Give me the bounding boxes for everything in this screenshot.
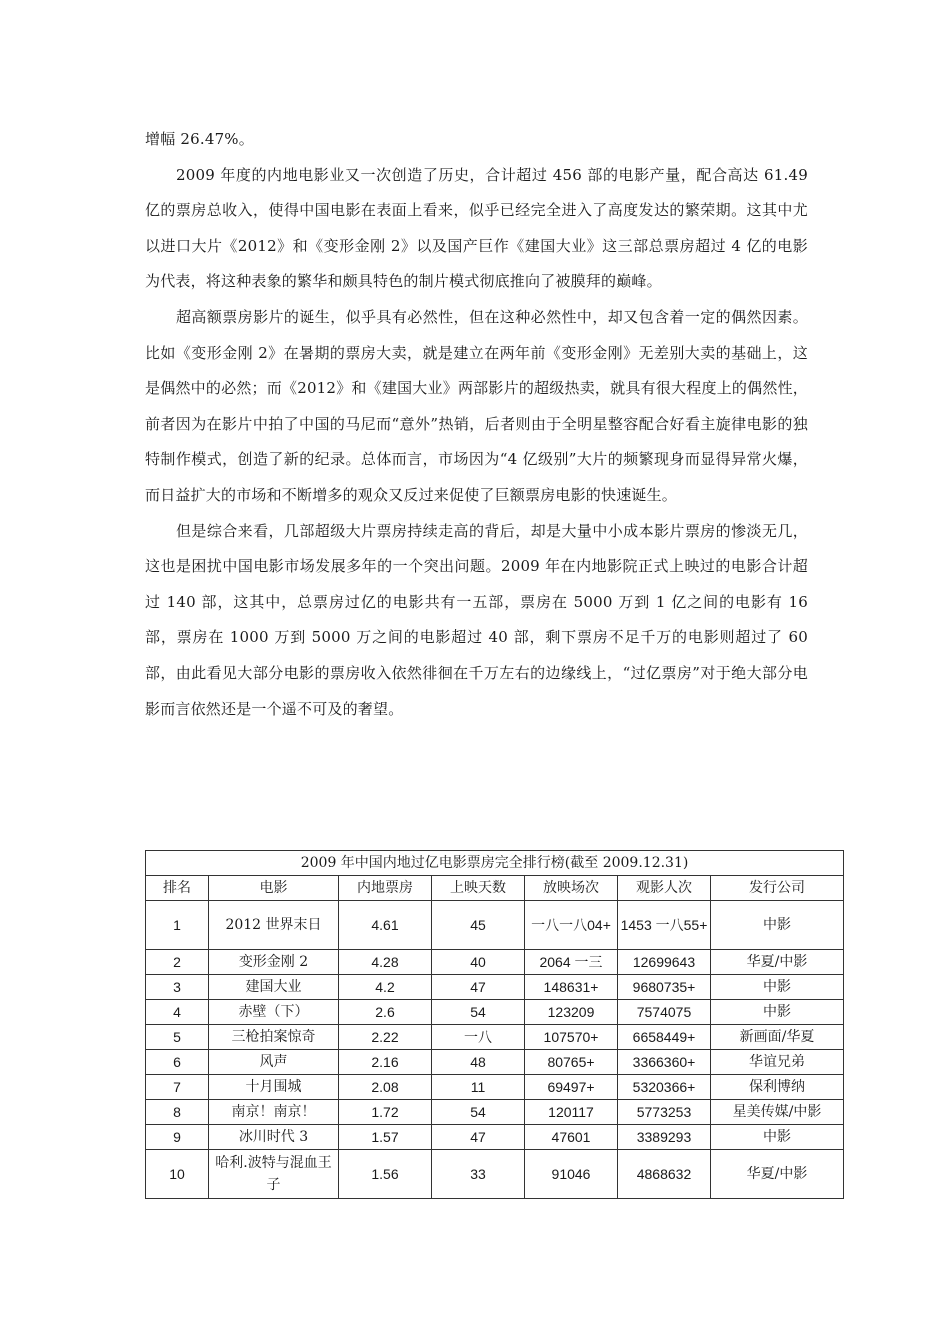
cell-rank: 10 [146, 1150, 209, 1199]
cell-box-office: 2.16 [339, 1050, 432, 1075]
cell-movie: 南京！南京！ [209, 1100, 339, 1125]
table-row [146, 1125, 844, 1150]
cell-movie: 风声 [209, 1050, 339, 1075]
cell-admissions: 1453 一八55+ [618, 901, 711, 950]
cell-admissions: 4868632 [618, 1150, 711, 1199]
table-row [146, 1075, 844, 1100]
cell-movie: 2012 世界末日 [209, 901, 339, 950]
cell-screenings: 107570+ [525, 1025, 618, 1050]
cell-admissions: 9680735+ [618, 975, 711, 1000]
cell-movie: 建国大业 [209, 975, 339, 1000]
cell-distributor: 中影 [711, 901, 844, 950]
cell-rank: 5 [146, 1025, 209, 1050]
table-row [146, 1025, 844, 1050]
cell-rank: 1 [146, 901, 209, 950]
table-row [146, 950, 844, 975]
table-row [146, 1000, 844, 1025]
cell-admissions: 12699643 [618, 950, 711, 975]
box-office-table-container [145, 850, 843, 1199]
cell-rank: 6 [146, 1050, 209, 1075]
cell-days: 11 [432, 1075, 525, 1100]
cell-admissions: 7574075 [618, 1000, 711, 1025]
paragraph-1: 增幅 26.47%。 [145, 130, 254, 148]
cell-box-office: 2.22 [339, 1025, 432, 1050]
cell-admissions: 3366360+ [618, 1050, 711, 1075]
cell-screenings: 69497+ [525, 1075, 618, 1100]
cell-movie: 哈利.波特与混血王子 [209, 1150, 339, 1199]
cell-screenings: 148631+ [525, 975, 618, 1000]
cell-distributor: 星美传媒/中影 [711, 1100, 844, 1125]
cell-distributor: 中影 [711, 975, 844, 1000]
table-row [146, 901, 844, 950]
cell-screenings: 91046 [525, 1150, 618, 1199]
cell-movie: 变形金刚 2 [209, 950, 339, 975]
cell-days: 45 [432, 901, 525, 950]
cell-distributor: 华夏/中影 [711, 950, 844, 975]
table-row [146, 975, 844, 1000]
cell-movie: 赤壁（下） [209, 1000, 339, 1025]
cell-distributor: 保利博纳 [711, 1075, 844, 1100]
cell-distributor: 中影 [711, 1125, 844, 1150]
header-admissions: 观影人次 [618, 876, 711, 901]
cell-screenings: 一八一八04+ [525, 901, 618, 950]
table-row [146, 1100, 844, 1125]
cell-box-office: 2.08 [339, 1075, 432, 1100]
header-distributor: 发行公司 [711, 876, 844, 901]
table-caption: 2009 年中国内地过亿电影票房完全排行榜(截至 2009.12.31) [146, 851, 844, 876]
header-box-office: 内地票房 [339, 876, 432, 901]
cell-box-office: 1.57 [339, 1125, 432, 1150]
cell-rank: 8 [146, 1100, 209, 1125]
cell-admissions: 3389293 [618, 1125, 711, 1150]
cell-distributor: 中影 [711, 1000, 844, 1025]
cell-rank: 7 [146, 1075, 209, 1100]
header-days: 上映天数 [432, 876, 525, 901]
table-row [146, 1050, 844, 1075]
cell-days: 47 [432, 975, 525, 1000]
cell-admissions: 5773253 [618, 1100, 711, 1125]
cell-days: 54 [432, 1100, 525, 1125]
cell-box-office: 4.28 [339, 950, 432, 975]
cell-box-office: 1.56 [339, 1150, 432, 1199]
header-screenings: 放映场次 [525, 876, 618, 901]
cell-movie: 冰川时代 3 [209, 1125, 339, 1150]
cell-screenings: 120117 [525, 1100, 618, 1125]
cell-days: 47 [432, 1125, 525, 1150]
cell-days: 40 [432, 950, 525, 975]
cell-rank: 3 [146, 975, 209, 1000]
cell-admissions: 5320366+ [618, 1075, 711, 1100]
cell-distributor: 华夏/中影 [711, 1150, 844, 1199]
cell-screenings: 47601 [525, 1125, 618, 1150]
body-text [145, 122, 808, 727]
header-rank: 排名 [146, 876, 209, 901]
cell-box-office: 2.6 [339, 1000, 432, 1025]
paragraph-4: 但是综合来看，几部超级大片票房持续走高的背后，却是大量中小成本影片票房的惨淡无几，这也是困扰中国电影市场发展多年的一个突出问题。2009 年在内地影院正式上映过的电影合计超过 140 部，这其中，总票房过亿的电影共有一五部，票房在 5000 万到 1 亿之间的电影有 16 部，票房在 1000 万到 5000 万之间的电影超过 40 部，剩下票房不足千万的电影则超过了 60 部，由此看见大部分电影的票房收入依然徘徊在千万左右的边缘线上，“过亿票房”对于绝大部分电影而言依然还是一个遥不可及的奢望。 [145, 521, 808, 718]
cell-days: 48 [432, 1050, 525, 1075]
box-office-ranking-table [145, 850, 844, 1199]
cell-box-office: 4.61 [339, 901, 432, 950]
cell-screenings: 2064 一三 [525, 950, 618, 975]
header-movie: 电影 [209, 876, 339, 901]
cell-distributor: 华谊兄弟 [711, 1050, 844, 1075]
cell-rank: 9 [146, 1125, 209, 1150]
paragraph-2: 2009 年度的内地电影业又一次创造了历史，合计超过 456 部的电影产量，配合高达 61.49 亿的票房总收入，使得中国电影在表面上看来，似乎已经完全进入了高度发达的繁荣期。这其中尤以进口大片《2012》和《变形金刚 2》以及国产巨作《建国大业》这三部总票房超过 4 亿的电影为代表，将这种表象的繁华和颇具特色的制片模式彻底推向了被膜拜的巅峰。 [145, 165, 808, 291]
table-caption-row [146, 851, 844, 876]
cell-box-office: 1.72 [339, 1100, 432, 1125]
cell-admissions: 6658449+ [618, 1025, 711, 1050]
cell-rank: 2 [146, 950, 209, 975]
paragraph-3: 超高额票房影片的诞生，似乎具有必然性，但在这种必然性中，却又包含着一定的偶然因素。比如《变形金刚 2》在暑期的票房大卖，就是建立在两年前《变形金刚》无差别大卖的基础上，这是偶然中的必然；而《2012》和《建国大业》两部影片的超级热卖，就具有很大程度上的偶然性，前者因为在影片中拍了中国的马尼而“意外”热销，后者则由于全明星整容配合好看主旋律电影的独特制作模式，创造了新的纪录。总体而言，市场因为“4 亿级别”大片的频繁现身而显得异常火爆，而日益扩大的市场和不断增多的观众又反过来促使了巨额票房电影的快速诞生。 [145, 307, 808, 504]
table-header-row [146, 876, 844, 901]
cell-box-office: 4.2 [339, 975, 432, 1000]
cell-days: 一八 [432, 1025, 525, 1050]
cell-days: 54 [432, 1000, 525, 1025]
cell-movie: 十月围城 [209, 1075, 339, 1100]
cell-screenings: 80765+ [525, 1050, 618, 1075]
cell-movie: 三枪拍案惊奇 [209, 1025, 339, 1050]
cell-distributor: 新画面/华夏 [711, 1025, 844, 1050]
cell-days: 33 [432, 1150, 525, 1199]
table-row [146, 1150, 844, 1199]
cell-rank: 4 [146, 1000, 209, 1025]
cell-screenings: 123209 [525, 1000, 618, 1025]
